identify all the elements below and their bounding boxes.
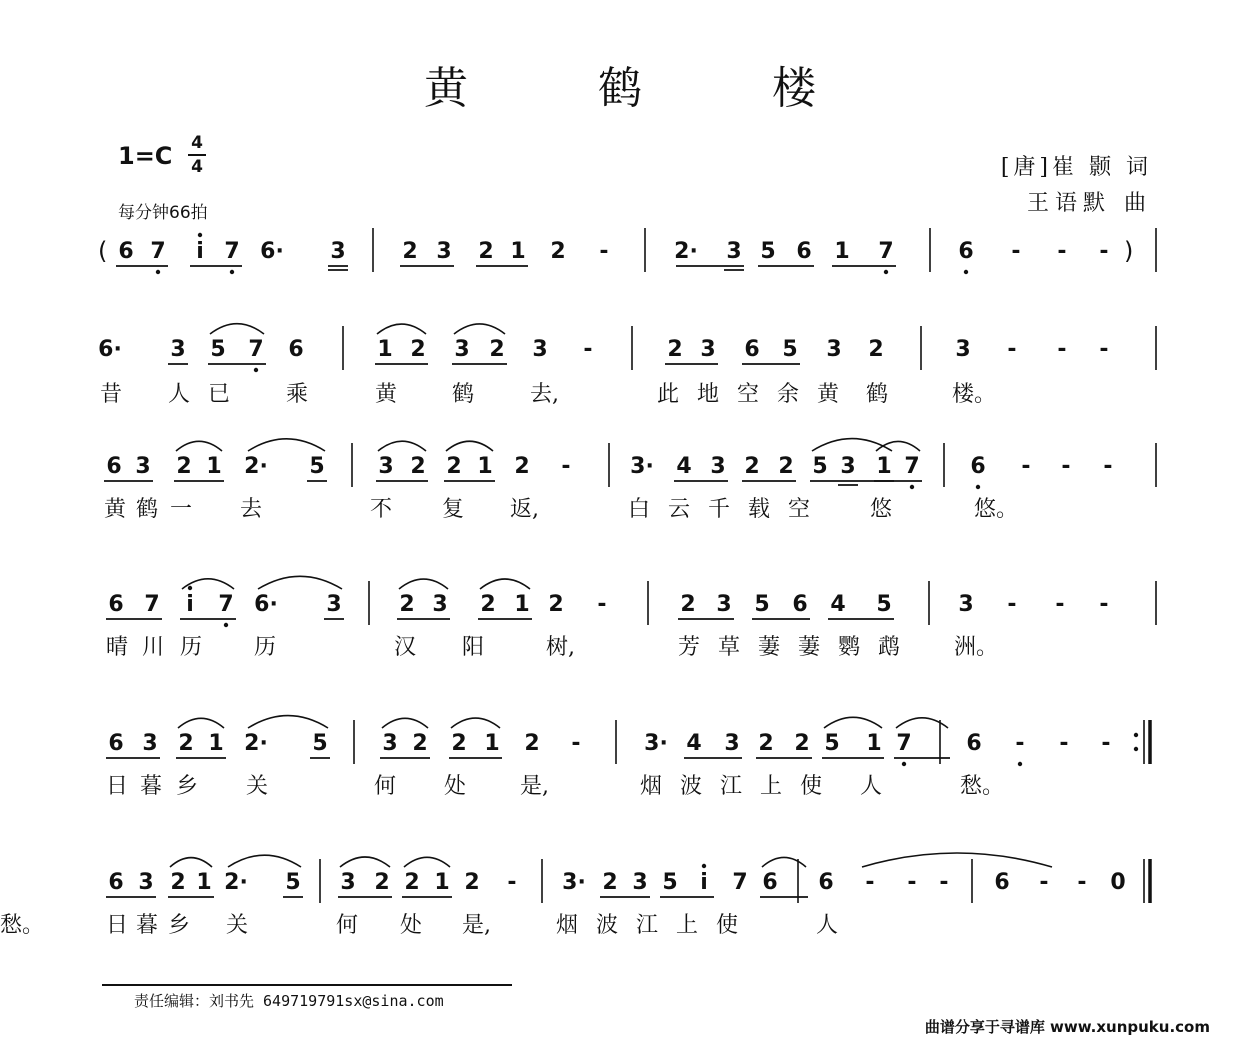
note: 5 — [210, 337, 226, 362]
low-octave-dot — [1018, 762, 1022, 766]
note: 5 — [662, 870, 678, 895]
note: 2 — [489, 337, 505, 362]
slur — [248, 439, 325, 451]
note: 1 — [484, 731, 500, 756]
lyric-syllable: 去 — [240, 497, 263, 522]
slur — [176, 441, 222, 451]
note: 3 — [382, 731, 398, 756]
lyric-syllable: 人 — [816, 913, 839, 938]
note-extension: - — [907, 870, 917, 895]
note-extension: - — [1057, 239, 1067, 264]
note: 1 — [834, 239, 850, 264]
lyric-syllable: 黄 — [817, 382, 840, 407]
note: 2 — [868, 337, 884, 362]
lyric-syllable: 烟 — [640, 774, 663, 799]
note: 2 — [794, 731, 810, 756]
source-credit: 曲谱分享于寻谱库 www.xunpuku.com — [924, 1018, 1210, 1036]
lyric-syllable: 鹦 — [838, 635, 861, 660]
lyric-syllable: 萋 — [798, 635, 821, 660]
slur — [210, 324, 264, 334]
lyric-syllable: 日 — [106, 913, 129, 938]
note-extension: - — [1061, 454, 1071, 479]
slur — [170, 858, 212, 867]
lyric-syllable: 空 — [737, 382, 760, 407]
note: 4 — [676, 454, 692, 479]
note: 1 — [477, 454, 493, 479]
note: 2 — [548, 592, 564, 617]
note-extension: - — [1021, 454, 1031, 479]
lyric-syllable: 是, — [520, 774, 549, 799]
lyric-syllable: 波 — [680, 774, 703, 799]
high-octave-dot — [188, 586, 192, 590]
slur — [812, 439, 892, 451]
note: 6 — [796, 239, 812, 264]
note-extension: - — [1059, 731, 1069, 756]
note-extension: - — [597, 592, 607, 617]
note-extension: - — [1103, 454, 1113, 479]
lyric-syllable: 江 — [636, 913, 659, 938]
note: 6 — [288, 337, 304, 362]
lyric-syllable: 暮 — [136, 913, 159, 938]
page-title: 黄 鹤 楼 — [424, 63, 874, 114]
note: 2· — [674, 239, 698, 264]
footer-rule — [102, 984, 512, 986]
note: 3 — [716, 592, 732, 617]
note: 6 — [966, 731, 982, 756]
note-extension: - — [1039, 870, 1049, 895]
lyric-syllable: 去, — [530, 382, 559, 407]
note-extension: - — [583, 337, 593, 362]
lyric-syllable: 乘 — [286, 382, 309, 407]
note: 2 — [170, 870, 186, 895]
note: 2 — [404, 870, 420, 895]
note-extension: - — [1057, 337, 1067, 362]
lyric-syllable: 上 — [676, 913, 699, 938]
lyric-syllable: 使 — [800, 774, 823, 799]
note: 2 — [478, 239, 494, 264]
note: 3 — [330, 239, 346, 264]
note: 5 — [309, 454, 325, 479]
lyric-syllable: 波 — [596, 913, 619, 938]
note: 3 — [532, 337, 548, 362]
lyric-syllable: 不 — [370, 497, 393, 522]
note: 6· — [260, 239, 284, 264]
note: 7 — [878, 239, 894, 264]
note-extension: - — [507, 870, 517, 895]
low-octave-dot — [902, 762, 906, 766]
time-signature-denominator: 4 — [191, 157, 203, 177]
note: 6 — [744, 337, 760, 362]
lyric-syllable: 一 — [170, 497, 193, 522]
note: 1 — [434, 870, 450, 895]
note: 3 — [454, 337, 470, 362]
lyric-syllable: 处 — [400, 913, 423, 938]
note: 3 — [436, 239, 452, 264]
note: 3 — [700, 337, 716, 362]
low-octave-dot — [254, 368, 258, 372]
lyric-syllable: 空 — [788, 497, 811, 522]
slur — [378, 441, 426, 451]
slur — [451, 718, 500, 728]
note: 1 — [377, 337, 393, 362]
note: 3 — [955, 337, 971, 362]
note: 5 — [754, 592, 770, 617]
lyric-syllable: 黄 — [375, 382, 398, 407]
low-octave-dot — [156, 270, 160, 274]
low-octave-dot — [230, 270, 234, 274]
note: 6 — [108, 870, 124, 895]
note: 2 — [178, 731, 194, 756]
close-parenthesis: ) — [1124, 237, 1134, 265]
note: 3 — [958, 592, 974, 617]
note: 3 — [326, 592, 342, 617]
note-extension: - — [561, 454, 571, 479]
note-extension: - — [865, 870, 875, 895]
note: 4 — [686, 731, 702, 756]
note: i — [700, 870, 708, 895]
lyric-syllable: 树, — [546, 635, 575, 660]
note: 3 — [726, 239, 742, 264]
note: 2 — [374, 870, 390, 895]
note: 2 — [778, 454, 794, 479]
note-extension: - — [599, 239, 609, 264]
note: 6 — [970, 454, 986, 479]
note: 6· — [98, 337, 122, 362]
note: 7 — [144, 592, 160, 617]
lyric-syllable: 草 — [718, 635, 741, 660]
note: 2 — [680, 592, 696, 617]
note: 1 — [196, 870, 212, 895]
note: 7 — [248, 337, 264, 362]
low-octave-dot — [224, 623, 228, 627]
note: 6 — [762, 870, 778, 895]
note: 3 — [340, 870, 356, 895]
slur — [454, 324, 505, 334]
note: 2 — [758, 731, 774, 756]
low-octave-dot — [976, 485, 980, 489]
slur — [228, 855, 301, 867]
lyric-syllable: 人 — [860, 774, 883, 799]
lyric-syllable: 鹤 — [866, 382, 889, 407]
note: 3 — [432, 592, 448, 617]
note: 3 — [378, 454, 394, 479]
note: 2 — [464, 870, 480, 895]
note-extension: - — [1099, 592, 1109, 617]
note: 2 — [667, 337, 683, 362]
note: 6 — [108, 731, 124, 756]
slur — [382, 718, 428, 728]
note: 3 — [826, 337, 842, 362]
lyric-syllable: 已 — [208, 382, 231, 407]
lyric-syllable: 历 — [180, 635, 203, 660]
lyric-syllable: 烟 — [556, 913, 579, 938]
high-octave-dot — [702, 864, 706, 868]
lyric-syllable: 载 — [748, 497, 771, 522]
note: 5 — [812, 454, 828, 479]
note: 2· — [244, 731, 268, 756]
note: 2 — [451, 731, 467, 756]
lyric-syllable: 黄 — [104, 497, 127, 522]
slur — [399, 579, 448, 589]
note: 6 — [108, 592, 124, 617]
note: 2 — [402, 239, 418, 264]
slur — [446, 441, 493, 451]
lyric-syllable: 是, — [462, 913, 491, 938]
note: 1 — [206, 454, 222, 479]
lyric-syllable: 此 — [657, 382, 680, 407]
lyric-syllable: 上 — [760, 774, 783, 799]
lyric-syllable: 芳 — [678, 635, 701, 660]
note: 2 — [480, 592, 496, 617]
note-extension: - — [571, 731, 581, 756]
note: 2 — [602, 870, 618, 895]
note-extension: - — [1011, 239, 1021, 264]
lyric-syllable: 返, — [510, 497, 539, 522]
lyric-syllable: 鹉 — [878, 635, 901, 660]
open-parenthesis: ( — [98, 237, 108, 265]
note: i — [196, 239, 204, 264]
lyric-syllable: 关 — [246, 774, 269, 799]
note-extension: - — [1099, 239, 1109, 264]
key-signature: 1=C — [118, 142, 173, 170]
note: i — [186, 592, 194, 617]
note: 3 — [632, 870, 648, 895]
lyric-syllable: 晴 — [106, 635, 129, 660]
note: 2 — [410, 454, 426, 479]
note: 2 — [550, 239, 566, 264]
note: 6 — [118, 239, 134, 264]
note: 4 — [830, 592, 846, 617]
slur — [258, 576, 342, 589]
note: 7 — [904, 454, 920, 479]
note: 3 — [724, 731, 740, 756]
slur — [762, 857, 806, 867]
note: 2 — [399, 592, 415, 617]
lyric-syllable: 乡 — [168, 913, 191, 938]
note: 1 — [876, 454, 892, 479]
note: 2 — [446, 454, 462, 479]
note: 5 — [285, 870, 301, 895]
lyric-syllable: 处 — [444, 774, 467, 799]
note: 3 — [142, 731, 158, 756]
note: 3 — [840, 454, 856, 479]
slur — [377, 324, 426, 334]
note: 7 — [732, 870, 748, 895]
note: 7 — [224, 239, 240, 264]
slur — [178, 718, 224, 728]
note-extension: - — [1007, 337, 1017, 362]
lyric-syllable: 日 — [106, 774, 129, 799]
note: 1 — [866, 731, 882, 756]
lyricist-credit: [唐]崔 颢 词 — [1000, 155, 1152, 180]
tempo-marking: 每分钟66拍 — [118, 203, 208, 223]
slur — [248, 716, 328, 728]
lyric-syllable: 鹤 — [452, 382, 475, 407]
time-signature-numerator: 4 — [188, 132, 206, 156]
low-octave-dot — [964, 270, 968, 274]
note: 2 — [410, 337, 426, 362]
lyric-syllable: 人 — [168, 382, 191, 407]
lyric-syllable: 乡 — [176, 774, 199, 799]
note: 2 — [514, 454, 530, 479]
note: 5 — [876, 592, 892, 617]
note: 2· — [244, 454, 268, 479]
slur — [404, 857, 450, 867]
editor-credit: 责任编辑：刘书先 649719791sx@sina.com — [134, 992, 444, 1010]
lyric-syllable: 历 — [254, 635, 277, 660]
lyric-syllable: 愁。 — [960, 774, 1005, 799]
note-extension: - — [1077, 870, 1087, 895]
note: 5 — [782, 337, 798, 362]
note: 5 — [760, 239, 776, 264]
note: 7 — [896, 731, 912, 756]
note: 1 — [514, 592, 530, 617]
slur — [876, 441, 920, 451]
note: 3· — [562, 870, 586, 895]
lyric-syllable: 鹤 — [136, 497, 159, 522]
note: 2 — [524, 731, 540, 756]
lyric-syllable: 昔 — [100, 382, 123, 407]
lyric-syllable: 愁。 — [0, 913, 45, 938]
note-extension: - — [1015, 731, 1025, 756]
lyric-syllable: 江 — [720, 774, 743, 799]
note: 2 — [744, 454, 760, 479]
note-extension: - — [1099, 337, 1109, 362]
lyric-syllable: 何 — [336, 913, 359, 938]
slur — [862, 853, 1052, 867]
repeat-dot — [1134, 747, 1138, 751]
lyric-syllable: 千 — [708, 497, 731, 522]
lyric-syllable: 川 — [142, 635, 165, 660]
lyric-syllable: 暮 — [140, 774, 163, 799]
note: 6 — [106, 454, 122, 479]
low-octave-dot — [910, 485, 914, 489]
note: 6· — [254, 592, 278, 617]
lyric-syllable: 白 — [628, 497, 651, 522]
lyric-syllable: 悠。 — [974, 497, 1019, 522]
note: 5 — [824, 731, 840, 756]
lyric-syllable: 云 — [668, 497, 691, 522]
note: 1 — [510, 239, 526, 264]
lyric-syllable: 复 — [442, 497, 465, 522]
slur — [824, 717, 882, 728]
note: 5 — [312, 731, 328, 756]
note-extension: - — [1055, 592, 1065, 617]
note: 6 — [958, 239, 974, 264]
note-extension: - — [1007, 592, 1017, 617]
lyric-syllable: 汉 — [394, 635, 417, 660]
note: 6 — [818, 870, 834, 895]
note: 2 — [176, 454, 192, 479]
note: 2· — [224, 870, 248, 895]
note: 3 — [138, 870, 154, 895]
lyric-syllable: 楼。 — [952, 382, 997, 407]
note: 3· — [644, 731, 668, 756]
note: 6 — [994, 870, 1010, 895]
lyric-syllable: 关 — [226, 913, 249, 938]
lyric-syllable: 阳 — [462, 635, 485, 660]
note: 3 — [170, 337, 186, 362]
note: 3· — [630, 454, 654, 479]
slur — [480, 579, 530, 589]
lyric-syllable: 使 — [716, 913, 739, 938]
lyric-syllable: 悠 — [870, 497, 893, 522]
note: 2 — [412, 731, 428, 756]
lyric-syllable: 余 — [777, 382, 800, 407]
lyric-syllable: 地 — [697, 382, 720, 407]
composer-credit: 王语默 曲 — [1027, 191, 1152, 216]
note: 1 — [208, 731, 224, 756]
lyric-syllable: 何 — [374, 774, 397, 799]
slur — [340, 857, 390, 867]
low-octave-dot — [884, 270, 888, 274]
high-octave-dot — [198, 233, 202, 237]
repeat-dot — [1134, 733, 1138, 737]
note: 3 — [135, 454, 151, 479]
note: 7 — [150, 239, 166, 264]
lyric-syllable: 洲。 — [954, 635, 999, 660]
note: 3 — [710, 454, 726, 479]
note-extension: - — [1101, 731, 1111, 756]
rest: 0 — [1110, 870, 1126, 895]
note: 7 — [218, 592, 234, 617]
note: 6 — [792, 592, 808, 617]
lyric-syllable: 萋 — [758, 635, 781, 660]
note-extension: - — [939, 870, 949, 895]
